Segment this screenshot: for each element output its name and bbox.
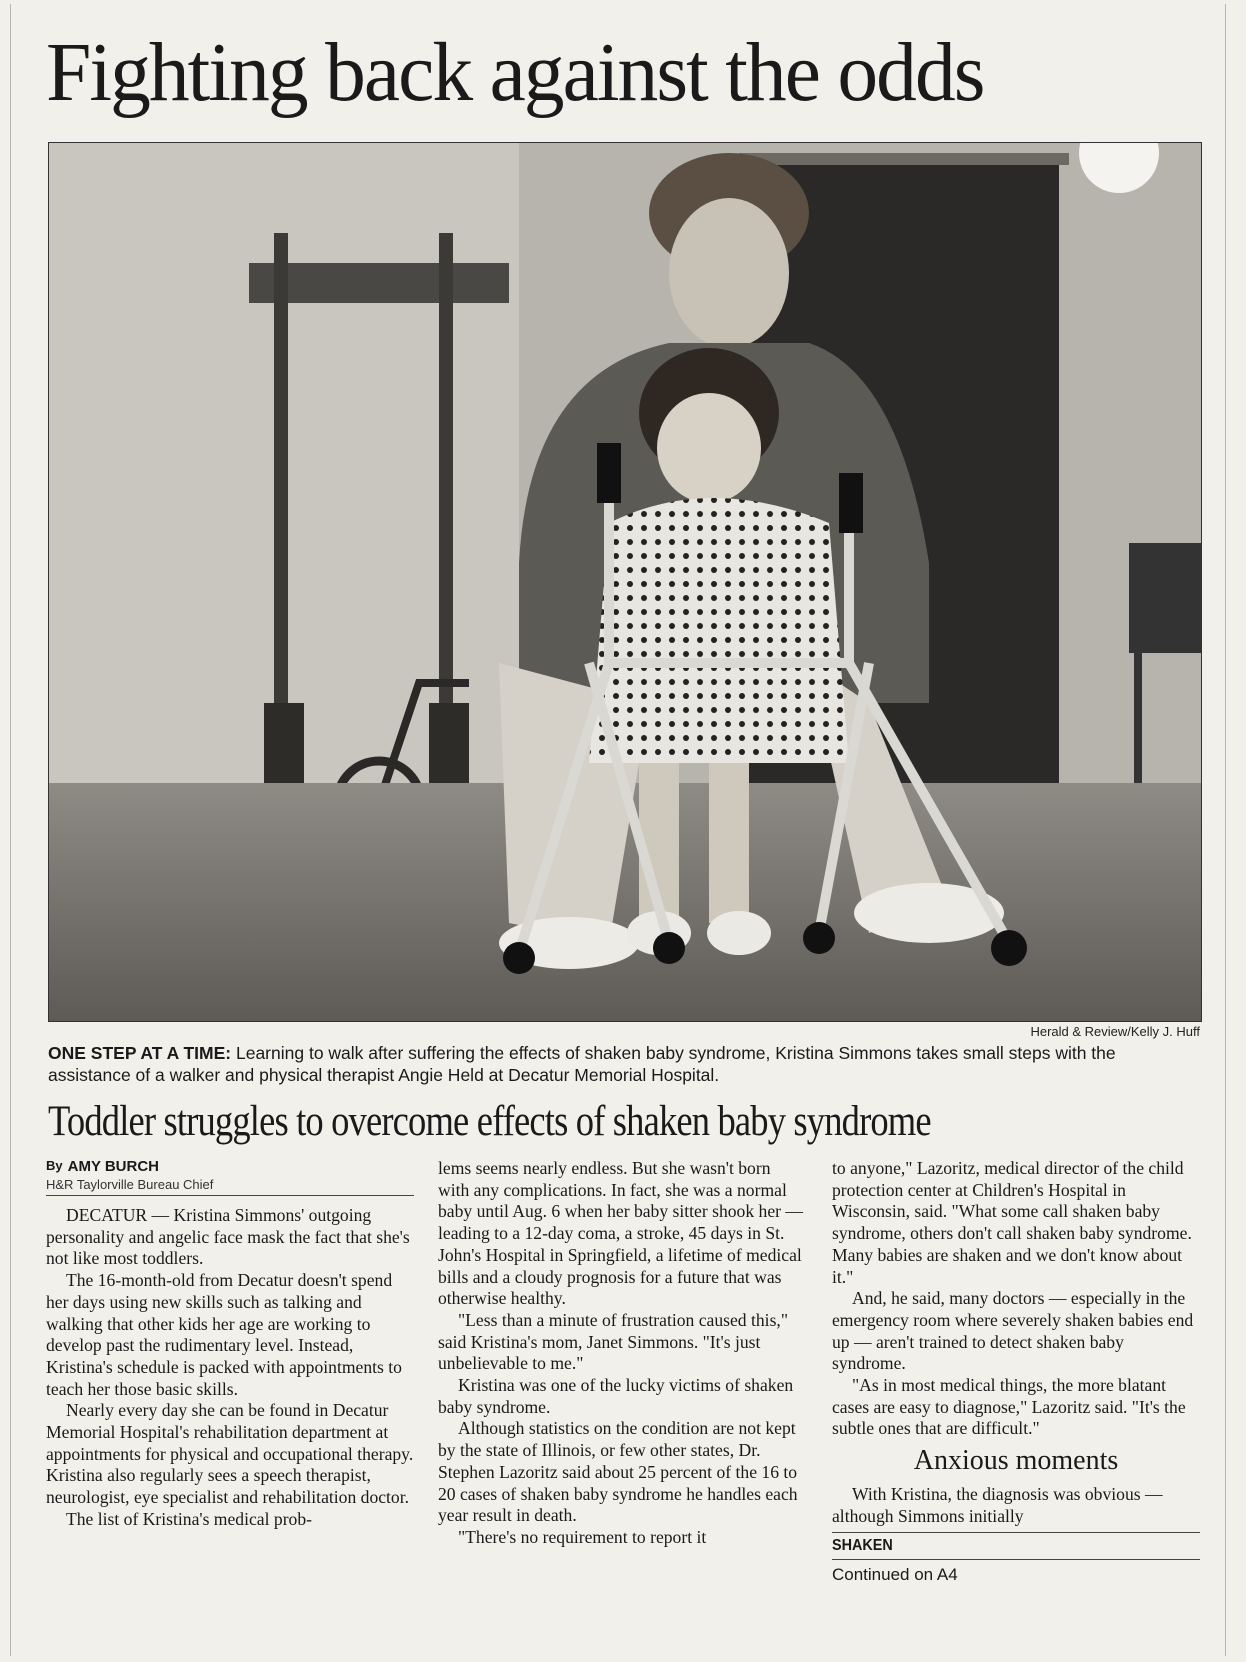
news-photo	[48, 142, 1202, 1022]
headline: Fighting back against the odds	[46, 26, 984, 119]
paragraph-continued: lems seems nearly endless. But she wasn't born with any complications. In fact, she was a normal baby until Aug. 6 when her baby sitter shook her — leading to a 12-day coma, a stroke, 45 days in St. John's Hospital in Springfield, a lifetime of medical bills and a cloudy prognosis for a future that was otherwise healthy.	[438, 1158, 804, 1309]
article-column-2	[438, 1158, 804, 1549]
article-column-3	[832, 1158, 1200, 1586]
photo-caption	[48, 1042, 1200, 1086]
paragraph: And, he said, many doctors — especially in the emergency room where severely shaken babies end up — aren't trained to detect shaken baby syndrome.	[832, 1288, 1194, 1374]
jump-word: SHAKEN	[832, 1536, 893, 1554]
paragraph: The 16-month-old from Decatur doesn't spend her days using new skills such as talking and walking that other kids her age are working to develop past the rudimentary level. Instead, Kristina's schedule is packed with appointments to teach her those basic skills.	[46, 1270, 402, 1399]
paragraph: Nearly every day she can be found in Decatur Memorial Hospital's rehabilitation department at appointments for physical and occupational therapy. Kristina also regularly sees a speech therapist, neurologist, eye specialist and rehabilitation doctor.	[46, 1400, 414, 1508]
byline-by: By	[46, 1158, 63, 1173]
section-subhead: Anxious moments	[913, 1445, 1119, 1477]
jump-divider	[832, 1532, 1200, 1533]
paragraph: "There's no requirement to report it	[458, 1526, 707, 1547]
caption-text: Learning to walk after suffering the effects of shaken baby syndrome, Kristina Simmons takes small steps with the assistance of a walker and physical therapist Angie Held at Decatur Memorial Hospital.	[48, 1043, 1116, 1085]
paragraph-continued: to anyone," Lazoritz, medical director of the child protection center at Children's Hospital in Wisconsin, said. "What some call shaken baby syndrome, others don't call shaken baby syndrome. Many babies are shaken and we don't know about it."	[832, 1158, 1192, 1287]
byline-title: H&R Taylorville Bureau Chief	[46, 1177, 414, 1196]
article-headline: Toddler struggles to overcome effects of shaken baby syndrome	[48, 1098, 931, 1145]
byline-block	[46, 1158, 414, 1196]
paragraph: Although statistics on the condition are not kept by the state of Illinois, or few other states, Dr. Stephen Lazoritz said about 25 percent of the 16 to 20 cases of shaken baby syndrome he handles each year result in death.	[438, 1418, 798, 1526]
jump-divider	[832, 1559, 1200, 1560]
paragraph: DECATUR — Kristina Simmons' outgoing personality and angelic face mask the fact that she's not like most toddlers.	[46, 1205, 410, 1269]
paragraph: "As in most medical things, the more blatant cases are easy to diagnose," Lazoritz said. "It's the subtle ones that are difficult."	[832, 1375, 1186, 1439]
article-column-1	[46, 1205, 414, 1531]
byline-author: AMY BURCH	[67, 1158, 160, 1175]
paragraph: The list of Kristina's medical prob-	[66, 1508, 313, 1529]
jump-continued[interactable]: Continued on A4	[832, 1565, 958, 1585]
paragraph: "Less than a minute of frustration caused this," said Kristina's mom, Janet Simmons. "It's just unbelievable to me."	[438, 1309, 788, 1374]
photo-illustration	[49, 143, 1201, 1021]
paragraph: Kristina was one of the lucky victims of shaken baby syndrome.	[438, 1375, 794, 1417]
paragraph: With Kristina, the diagnosis was obvious — although Simmons initially	[832, 1484, 1163, 1526]
caption-label: ONE STEP AT A TIME:	[48, 1043, 232, 1063]
photo-credit: Herald & Review/Kelly J. Huff	[1030, 1024, 1200, 1039]
byline	[46, 1158, 414, 1175]
